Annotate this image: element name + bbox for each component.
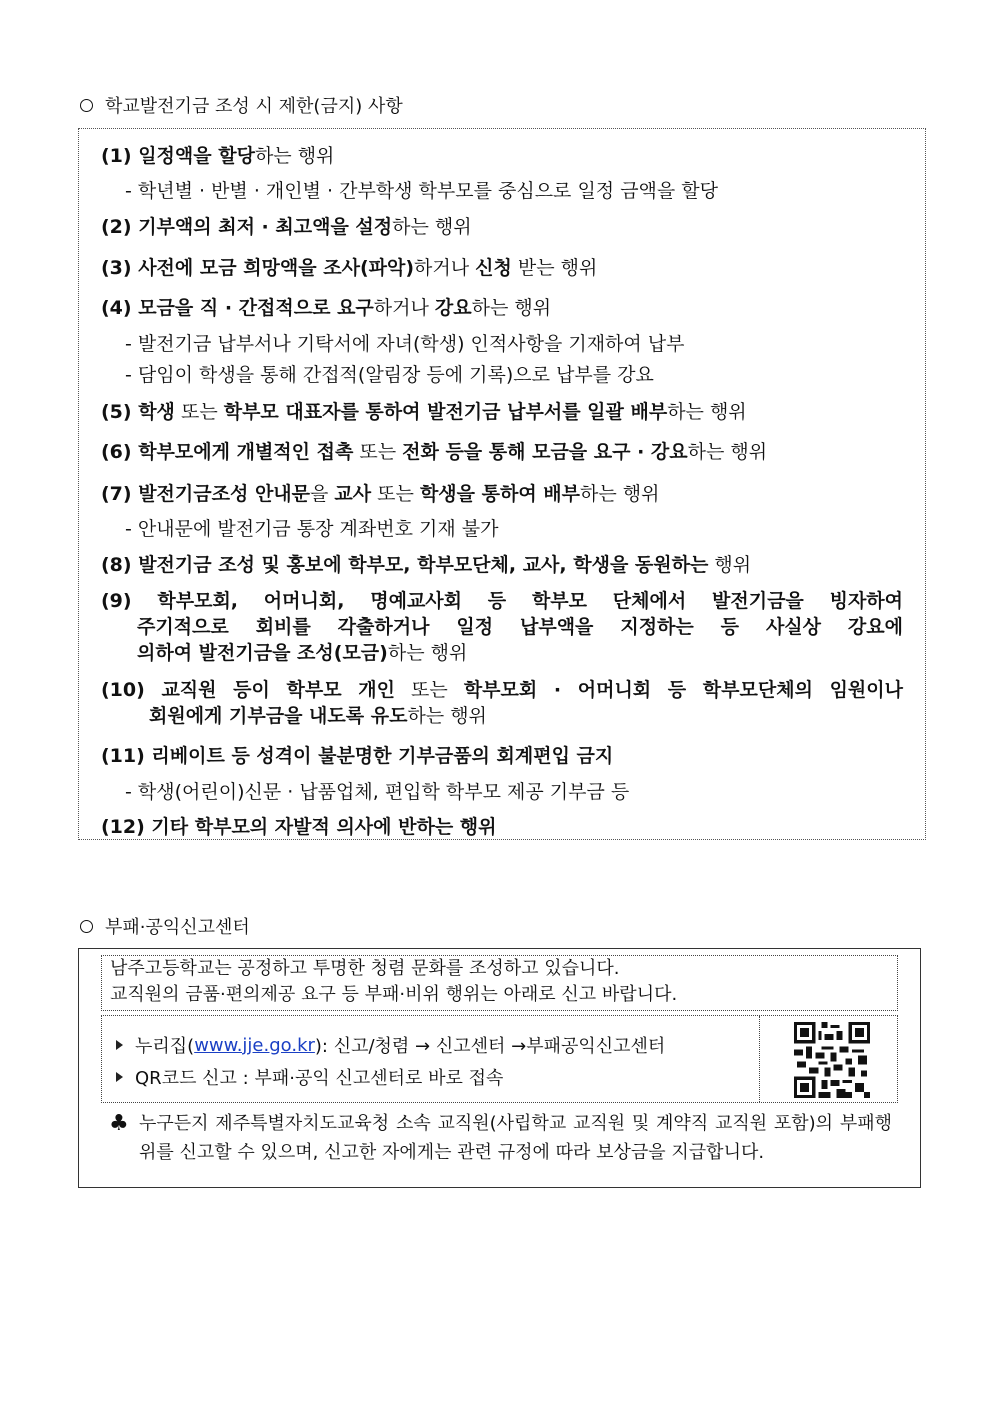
item-bold: 주기적으로 회비를 각출하거나 일정 납부액을 지정하는 등 사실상 강요에 [137,616,903,638]
item-bold: (7) 발전기금조성 안내문 [101,483,311,505]
item-text: 또는 [371,483,420,505]
item-text: 하는 행위 [687,441,768,463]
report-links-box [101,1015,898,1103]
restriction-item-9-line2 [137,612,903,639]
restriction-item-5 [101,397,903,424]
qr-divider [759,1016,760,1102]
restriction-item-10-line2 [149,701,903,728]
item-bold: (12) 기타 학부모의 자발적 의사에 반하는 행위 [101,816,497,838]
item-bold: 신청 [475,257,512,279]
section1-heading-text: 학교발전기금 조성 시 제한(금지) 사항 [105,96,403,117]
item-bold: 의하여 발전기금을 조성(모금) [137,642,388,664]
item-bold: (2) 기부액의 최저 · 최고액을 설정 [101,216,393,238]
restriction-item-9-line1 [101,586,903,613]
circle-bullet-icon [80,99,93,112]
restriction-box [78,128,926,840]
item-text: 을 [310,483,335,505]
reward-note [109,1109,892,1167]
item-text: 하는 행위 [407,705,487,727]
item-bold: (8) 발전기금 조성 및 홍보에 학부모, 학부모단체, 교사, 학생을 동원하는 [101,554,709,576]
restriction-sub-11: - 학생(어린이)신문 · 납품업체, 편입학 학부모 제공 기부금 등 [125,781,630,803]
restriction-item-11 [101,741,903,768]
item-bold: 전화 등을 통해 모금을 요구 · 강요 [402,441,688,463]
restriction-sub-4b: - 담임이 학생을 통해 간접적(알림장 등에 기록)으로 납부를 강요 [125,364,654,386]
restriction-sub-4a: - 발전기금 납부서나 기탁서에 자녀(학생) 인적사항을 기재하여 납부 [125,333,685,355]
item-text: 하거나 [373,297,435,319]
item-bold: (4) 모금을 직 · 간접적으로 요구 [101,297,374,319]
restriction-item-9-line3 [137,638,903,665]
item-text: 하는 행위 [667,401,747,423]
item-text: 또는 [394,679,464,701]
item-text: 하는 행위 [387,642,468,664]
intro-box [101,955,898,1011]
section2-heading-text: 부패·공익신고센터 [105,917,250,938]
club-icon: ♣ [109,1111,129,1136]
item-bold: (1) 일정액을 할당 [101,145,255,167]
item-text: 또는 [174,401,224,423]
item-bold: 교사 [334,483,372,505]
restriction-item-7 [101,479,903,506]
item-text: 받는 행위 [511,257,598,279]
qr-code-icon[interactable] [794,1022,870,1098]
triangle-bullet-icon [116,1072,123,1082]
intro-line-1: 남주고등학교는 공정하고 투명한 청렴 문화를 조성하고 있습니다. [110,958,620,979]
item-bold: (10) 교직원 등이 학부모 개인 [101,679,395,701]
section2-heading [80,913,250,939]
item-text: 하는 행위 [580,483,660,505]
restriction-item-3 [101,253,903,280]
restriction-sub-1: - 학년별 · 반별 · 개인별 · 간부학생 학부모를 중심으로 일정 금액을 할당 [125,180,719,202]
section1-heading [80,92,403,118]
item-bold: 강요 [434,297,472,319]
qr-report-text: QR코드 신고 : 부패·공익 신고센터로 바로 접속 [135,1068,504,1089]
homepage-link[interactable]: www.jje.go.kr [194,1034,315,1056]
item-text: 하는 행위 [392,216,472,238]
item-bold: (5) 학생 [101,401,175,423]
item-bold: 학생을 통하여 배부 [419,483,580,505]
link-suffix: ): 신고/청렴 → 신고센터 →부패공익신고센터 [314,1036,666,1057]
item-bold: 회원에게 기부금을 내도록 유도 [149,705,408,727]
restriction-item-4 [101,293,903,320]
circle-bullet-icon [80,920,93,933]
restriction-item-6 [101,437,903,464]
restriction-sub-7: - 안내문에 발전기금 통장 계좌번호 기재 불가 [125,518,499,540]
item-bold: (3) 사전에 모금 희망액을 조사(파악) [101,257,415,279]
reward-note-text: 누구든지 제주특별자치도교육청 소속 교직원(사립학교 교직원 및 계약직 교직원 포함)의 부패행위를 신고할 수 있으며, 신고한 자에게는 관련 규정에 따라 보상금을 지급합니다. [139,1113,892,1163]
item-bold: 학부모회 · 어머니회 등 학부모단체의 임원이나 [463,679,903,701]
homepage-report-row [116,1032,665,1058]
item-bold: (11) 리베이트 등 성격이 불분명한 기부금품의 회계편입 금지 [101,745,614,767]
qr-report-row [116,1064,503,1090]
restriction-item-10-line1 [101,675,903,702]
item-bold: (9) 학부모회, 어머니회, 명예교사회 등 학부모 단체에서 발전기금을 빙자하여 [101,590,903,612]
intro-line-2: 교직원의 금품·편의제공 요구 등 부패·비위 행위는 아래로 신고 바랍니다. [110,984,678,1005]
item-text: 하거나 [414,257,476,279]
restriction-item-1 [101,141,903,168]
item-text: 하는 행위 [471,297,552,319]
link-prefix: 누리집( [135,1036,195,1057]
restriction-item-12 [101,812,903,839]
report-center-box [78,948,921,1188]
item-text: 행위 [708,554,752,576]
restriction-item-8 [101,550,903,577]
item-bold: 학부모 대표자를 통하여 발전기금 납부서를 일괄 배부 [223,401,668,423]
item-text: 또는 [353,441,403,463]
item-bold: (6) 학부모에게 개별적인 접촉 [101,441,354,463]
restriction-item-2 [101,212,903,239]
triangle-bullet-icon [116,1040,123,1050]
item-text: 하는 행위 [254,145,335,167]
